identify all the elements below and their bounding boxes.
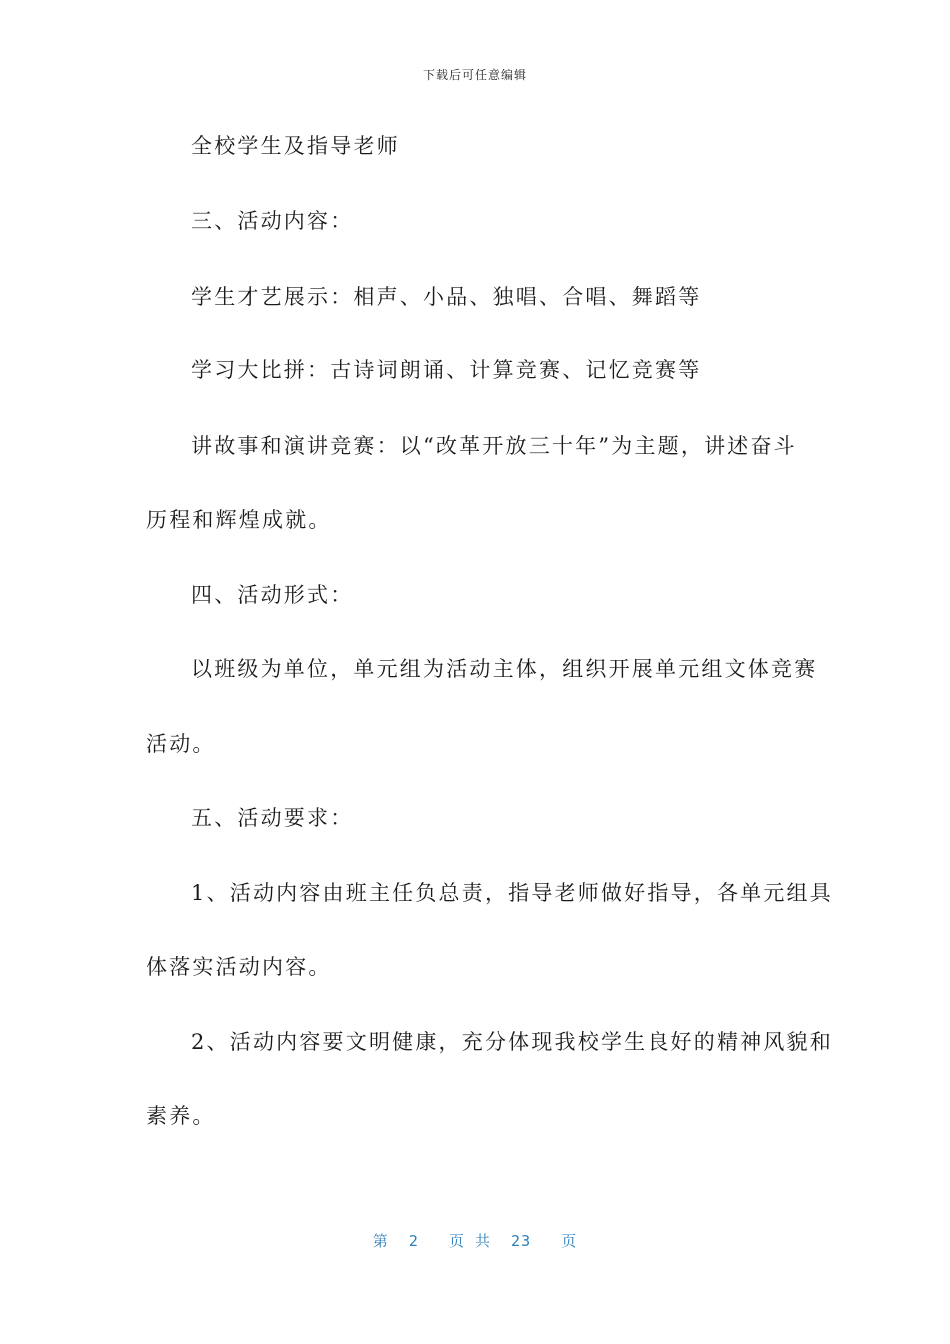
form-line-1: 以班级为单位，单元组为活动主体，组织开展单元组文体竞赛: [191, 657, 818, 681]
storytelling-line-1: 讲故事和演讲竞赛：以“改革开放三十年”为主题，讲述奋斗: [191, 434, 797, 458]
requirement-2-line-2: 素养。: [146, 1104, 216, 1128]
page-header-note: 下载后可任意编辑: [422, 68, 527, 82]
requirement-1-line-1: 1、活动内容由班主任负总责，指导老师做好指导，各单元组具: [191, 881, 833, 905]
section-heading-requirements: 五、活动要求：: [191, 806, 354, 830]
section-heading-form: 四、活动形式：: [191, 583, 354, 607]
page-number-footer: 第 2 页 共 23 页: [372, 1232, 578, 1250]
section-heading-content: 三、活动内容：: [191, 209, 354, 233]
storytelling-line-2: 历程和辉煌成就。: [146, 508, 332, 532]
form-line-2: 活动。: [146, 732, 216, 756]
requirement-2-line-1: 2、活动内容要文明健康，充分体现我校学生良好的精神风貌和: [191, 1030, 833, 1054]
participants-line: 全校学生及指导老师: [191, 134, 400, 158]
study-contest-line: 学习大比拼：古诗词朗诵、计算竞赛、记忆竞赛等: [191, 358, 702, 382]
talent-show-line: 学生才艺展示：相声、小品、独唱、合唱、舞蹈等: [191, 285, 702, 309]
requirement-1-line-2: 体落实活动内容。: [146, 955, 332, 979]
